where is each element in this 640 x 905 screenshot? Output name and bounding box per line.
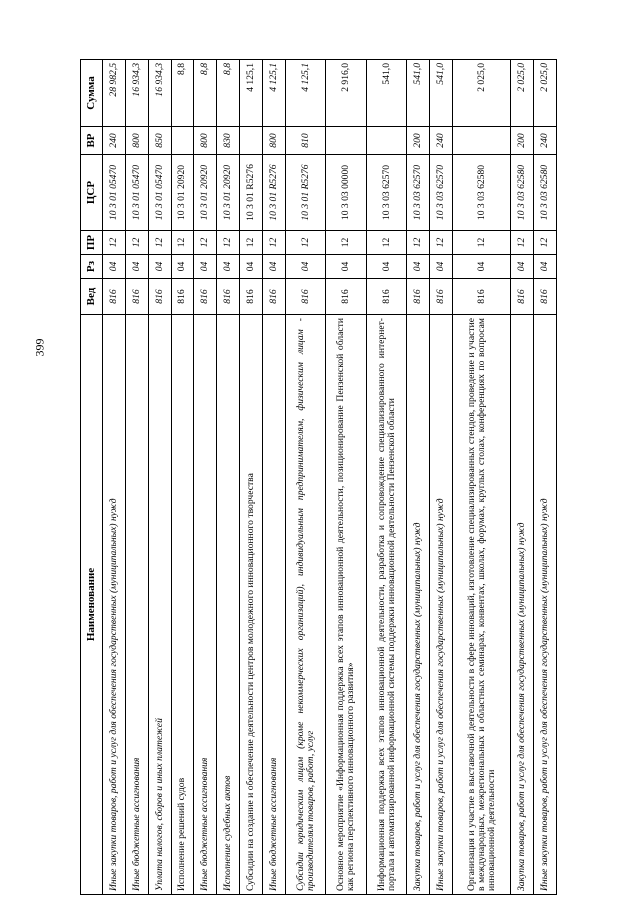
row-csr: 10 3 01 05470 bbox=[148, 155, 171, 231]
row-ved: 816 bbox=[511, 279, 534, 315]
row-name: Основное мероприятие «Информационная поддержка всех этапов инновационной деятельности, позиционирование Пензенской области как региона перспективного инновационного развития» bbox=[326, 315, 366, 895]
row-csr: 10 3 01 05470 bbox=[103, 155, 126, 231]
row-name: Закупка товаров, работ и услуг для обеспечения государственных (муниципальных) нужд bbox=[511, 315, 534, 895]
row-rz: 04 bbox=[103, 255, 126, 279]
row-ved: 816 bbox=[326, 279, 366, 315]
row-pr: 12 bbox=[285, 231, 325, 255]
row-vr bbox=[240, 127, 263, 155]
row-sum: 2 916,0 bbox=[326, 60, 366, 127]
row-vr: 240 bbox=[103, 127, 126, 155]
table-row bbox=[285, 60, 325, 895]
row-pr: 12 bbox=[194, 231, 217, 255]
row-pr: 12 bbox=[217, 231, 240, 255]
row-pr: 12 bbox=[534, 231, 557, 255]
row-pr: 12 bbox=[326, 231, 366, 255]
row-csr: 10 3 01 05470 bbox=[125, 155, 148, 231]
table-row bbox=[194, 60, 217, 895]
row-ved: 816 bbox=[148, 279, 171, 315]
row-sum: 16 934,3 bbox=[148, 60, 171, 127]
row-ved: 816 bbox=[217, 279, 240, 315]
table-row bbox=[125, 60, 148, 895]
row-sum: 2 025,0 bbox=[511, 60, 534, 127]
row-name: Иные закупки товаров, работ и услуг для обеспечения государственных (муниципальных) нужд bbox=[534, 315, 557, 895]
row-csr: 10 3 01 20920 bbox=[194, 155, 217, 231]
row-ved: 816 bbox=[453, 279, 511, 315]
row-name: Исполнение решений судов bbox=[171, 315, 194, 895]
row-rz: 04 bbox=[326, 255, 366, 279]
row-rz: 04 bbox=[263, 255, 286, 279]
row-rz: 04 bbox=[366, 255, 406, 279]
row-vr: 200 bbox=[511, 127, 534, 155]
row-ved: 816 bbox=[366, 279, 406, 315]
row-rz: 04 bbox=[171, 255, 194, 279]
row-vr: 830 bbox=[217, 127, 240, 155]
row-csr: 10 3 01 R5276 bbox=[240, 155, 263, 231]
table-row bbox=[171, 60, 194, 895]
row-pr: 12 bbox=[263, 231, 286, 255]
row-name: Закупка товаров, работ и услуг для обеспечения государственных (муниципальных) нужд bbox=[407, 315, 430, 895]
row-vr bbox=[453, 127, 511, 155]
table-row bbox=[148, 60, 171, 895]
row-pr: 12 bbox=[366, 231, 406, 255]
table-row bbox=[263, 60, 286, 895]
header-sum: Сумма bbox=[81, 60, 103, 127]
row-vr bbox=[366, 127, 406, 155]
row-ved: 816 bbox=[171, 279, 194, 315]
table-row bbox=[103, 60, 126, 895]
row-name: Иные закупки товаров, работ и услуг для обеспечения государственных (муниципальных) нужд bbox=[430, 315, 453, 895]
header-ved: Вед bbox=[81, 279, 103, 315]
row-ved: 816 bbox=[263, 279, 286, 315]
row-sum: 4 125,1 bbox=[263, 60, 286, 127]
row-name: Субсидии на создание и обеспечение деятельности центров молодежного инновационного творчества bbox=[240, 315, 263, 895]
row-pr: 12 bbox=[430, 231, 453, 255]
row-csr: 10 3 03 62580 bbox=[511, 155, 534, 231]
row-csr: 10 3 01 20920 bbox=[171, 155, 194, 231]
row-sum: 8,8 bbox=[217, 60, 240, 127]
row-ved: 816 bbox=[430, 279, 453, 315]
row-rz: 04 bbox=[194, 255, 217, 279]
row-csr: 10 3 03 00000 bbox=[326, 155, 366, 231]
row-csr: 10 3 01 20920 bbox=[217, 155, 240, 231]
row-name: Иные бюджетные ассигнования bbox=[194, 315, 217, 895]
table-row bbox=[511, 60, 534, 895]
row-pr: 12 bbox=[407, 231, 430, 255]
row-ved: 816 bbox=[407, 279, 430, 315]
row-sum: 16 934,3 bbox=[125, 60, 148, 127]
header-name: Наименование bbox=[81, 315, 103, 895]
row-rz: 04 bbox=[240, 255, 263, 279]
header-csr: ЦСР bbox=[81, 155, 103, 231]
row-sum: 2 025,0 bbox=[534, 60, 557, 127]
row-ved: 816 bbox=[240, 279, 263, 315]
table-row bbox=[217, 60, 240, 895]
page-number: 399 bbox=[32, 338, 47, 357]
row-vr: 800 bbox=[194, 127, 217, 155]
row-pr: 12 bbox=[148, 231, 171, 255]
table-row bbox=[534, 60, 557, 895]
row-csr: 10 3 03 62570 bbox=[407, 155, 430, 231]
row-sum: 4 125,1 bbox=[285, 60, 325, 127]
row-rz: 04 bbox=[511, 255, 534, 279]
row-sum: 541,0 bbox=[430, 60, 453, 127]
row-vr bbox=[326, 127, 366, 155]
row-vr: 800 bbox=[263, 127, 286, 155]
row-pr: 12 bbox=[453, 231, 511, 255]
table-row bbox=[453, 60, 511, 895]
row-ved: 816 bbox=[194, 279, 217, 315]
row-rz: 04 bbox=[217, 255, 240, 279]
row-vr: 240 bbox=[430, 127, 453, 155]
row-vr: 850 bbox=[148, 127, 171, 155]
row-sum: 4 125,1 bbox=[240, 60, 263, 127]
row-vr: 240 bbox=[534, 127, 557, 155]
row-sum: 2 025,0 bbox=[453, 60, 511, 127]
row-rz: 04 bbox=[430, 255, 453, 279]
budget-table-rotated bbox=[80, 60, 557, 895]
header-pr: ПР bbox=[81, 231, 103, 255]
row-pr: 12 bbox=[511, 231, 534, 255]
table-row bbox=[366, 60, 406, 895]
row-vr: 200 bbox=[407, 127, 430, 155]
row-vr: 810 bbox=[285, 127, 325, 155]
row-pr: 12 bbox=[103, 231, 126, 255]
budget-table bbox=[80, 59, 557, 895]
row-name: Иные закупки товаров, работ и услуг для обеспечения государственных (муниципальных) нужд bbox=[103, 315, 126, 895]
row-rz: 04 bbox=[125, 255, 148, 279]
row-vr bbox=[171, 127, 194, 155]
row-csr: 10 3 01 R5276 bbox=[263, 155, 286, 231]
row-name: Уплата налогов, сборов и иных платежей bbox=[148, 315, 171, 895]
row-ved: 816 bbox=[534, 279, 557, 315]
row-rz: 04 bbox=[407, 255, 430, 279]
row-csr: 10 3 03 62580 bbox=[534, 155, 557, 231]
row-ved: 816 bbox=[285, 279, 325, 315]
row-sum: 541,0 bbox=[366, 60, 406, 127]
row-name: Организация и участие в выставочной деятельности в сфере инноваций, изготовление специализированных стендов, проведение и участие в международных, межрегиональных и областных семинарах, конвентах, школах, форумах, круглых столах, конференциях по вопросам инновационной деятельности bbox=[453, 315, 511, 895]
table-row bbox=[430, 60, 453, 895]
table-row bbox=[326, 60, 366, 895]
row-name: Исполнение судебных актов bbox=[217, 315, 240, 895]
header-rz: Рз bbox=[81, 255, 103, 279]
header-vr: ВР bbox=[81, 127, 103, 155]
row-rz: 04 bbox=[534, 255, 557, 279]
header-row bbox=[81, 60, 103, 895]
row-sum: 8,8 bbox=[171, 60, 194, 127]
row-sum: 28 982,5 bbox=[103, 60, 126, 127]
row-vr: 800 bbox=[125, 127, 148, 155]
row-sum: 8,8 bbox=[194, 60, 217, 127]
row-rz: 04 bbox=[285, 255, 325, 279]
row-name: Иные бюджетные ассигнования bbox=[263, 315, 286, 895]
table-row bbox=[240, 60, 263, 895]
row-name: Иные бюджетные ассигнования bbox=[125, 315, 148, 895]
row-pr: 12 bbox=[171, 231, 194, 255]
row-pr: 12 bbox=[240, 231, 263, 255]
row-csr: 10 3 03 62570 bbox=[366, 155, 406, 231]
row-ved: 816 bbox=[103, 279, 126, 315]
table-row bbox=[407, 60, 430, 895]
row-name: Информационная поддержка всех этапов инновационной деятельности, разработка и сопровождение специализированного интернет-портала и автоматизированной информационной системы поддержки инновационной деятельности Пензенской области bbox=[366, 315, 406, 895]
row-sum: 541,0 bbox=[407, 60, 430, 127]
row-rz: 04 bbox=[453, 255, 511, 279]
row-csr: 10 3 03 62570 bbox=[430, 155, 453, 231]
row-csr: 10 3 03 62580 bbox=[453, 155, 511, 231]
row-pr: 12 bbox=[125, 231, 148, 255]
row-rz: 04 bbox=[148, 255, 171, 279]
row-ved: 816 bbox=[125, 279, 148, 315]
row-name: Субсидии юридическим лицам (кроме некоммерческих организаций), индивидуальным предпринимателям, физическим лицам - производителям товаров, работ, услуг bbox=[285, 315, 325, 895]
row-csr: 10 3 01 R5276 bbox=[285, 155, 325, 231]
